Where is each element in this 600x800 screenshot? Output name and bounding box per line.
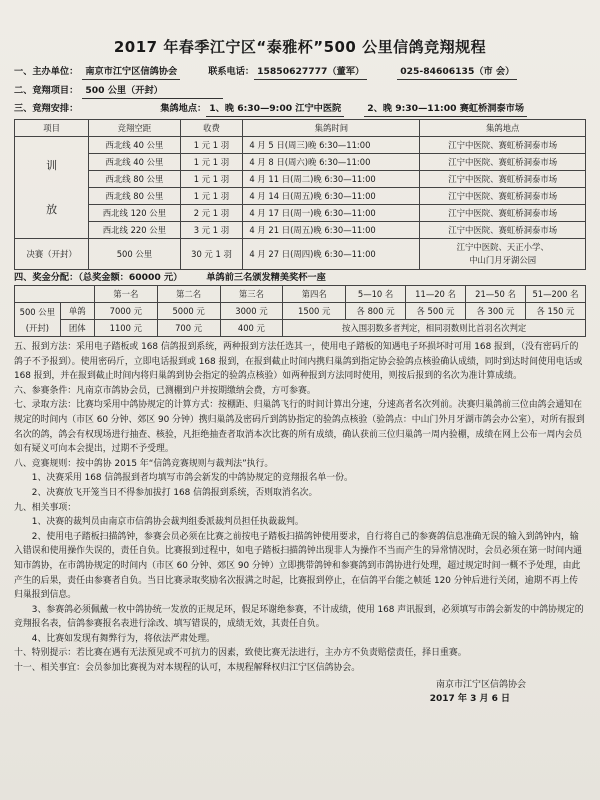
distance-cell: 西北线 80 公里 [89, 171, 180, 188]
award-distance-2: (开封) [25, 322, 49, 333]
header-cell: 集鸽地点 [420, 120, 586, 137]
event-label: 二、竞翔项目： [14, 85, 79, 96]
place-cell: 江宁中医院、赛虹桥洞泰市场 [420, 171, 586, 188]
collection-point-2: 2、晚 9:30—11:00 赛虹桥洞泰市场 [364, 102, 527, 117]
prize-cell: 1100 元 [94, 320, 157, 337]
fee-cell: 3 元 1 羽 [180, 222, 243, 239]
team-note: 按入围羽数多者判定，相同羽数则比首羽名次判定 [283, 320, 586, 337]
training-label-cell [15, 137, 89, 239]
table-row [15, 205, 586, 222]
table-row [15, 171, 586, 188]
time-cell: 4 月 8 日(周六)晚 6:30—11:00 [243, 154, 420, 171]
schedule-header-row [15, 120, 586, 137]
header-cell: 项目 [15, 120, 89, 137]
prize-cell: 5000 元 [157, 303, 220, 320]
place-cell: 江宁中医院、赛虹桥洞泰市场 [420, 154, 586, 171]
schedule-table [14, 119, 586, 270]
header-cell: 11—20 名 [406, 286, 466, 303]
distance-cell: 西北线 220 公里 [89, 222, 180, 239]
rule-item-2: 2、决赛放飞开笼当日不得参加拔打 168 信鸽报到系统，否则取消名次。 [31, 487, 318, 498]
fee-cell: 2 元 1 羽 [180, 205, 243, 222]
award-distance-1: 500 公里 [19, 306, 56, 317]
final-place-1: 江宁中医院、天正小学、 [456, 242, 549, 252]
section-arrangement [14, 102, 586, 117]
section-organizer [14, 65, 586, 80]
award-header-row [15, 286, 586, 303]
table-row [15, 137, 586, 154]
award-team-row [15, 320, 586, 337]
time-cell: 4 月 21 日(周五)晚 6:30—11:00 [243, 222, 420, 239]
single-label: 单鸽 [60, 303, 94, 320]
time-cell: 4 月 27 日(周四)晚 6:30—11:00 [243, 239, 420, 270]
training-label-1: 训 [46, 158, 58, 172]
header-cell: 第二名 [157, 286, 220, 303]
matters-item-3: 3、参赛鸽必须佩戴一枚中鸽协统一发放的正规足环，假足环谢绝参赛，不计成绩，使用 168 声讯报到，必须填写市鸽会新发的中鸽协规定的竞翔报名表，信鸽参赛报名表进行涂改、填写错误的，成绩无效，其责任自负。 [14, 604, 584, 630]
section-event [14, 84, 586, 99]
fee-cell: 1 元 1 羽 [180, 171, 243, 188]
table-row [15, 154, 586, 171]
page-title: 2017 年春季江宁区“泰雅杯”500 公里信鸽竞翔规程 [113, 38, 487, 56]
award-header-blank [15, 286, 95, 303]
arrangement-label: 三、竞翔安排： [14, 103, 79, 114]
prize-cell: 各 150 元 [525, 303, 585, 320]
prize-cell: 3000 元 [220, 303, 283, 320]
header-cell: 51—200 名 [525, 286, 585, 303]
collection-point-label: 集鸽地点： [160, 103, 207, 114]
header-cell: 5—10 名 [346, 286, 406, 303]
fee-cell: 1 元 1 羽 [180, 154, 243, 171]
header-cell: 第四名 [283, 286, 346, 303]
distance-cell: 500 公里 [89, 239, 180, 270]
matters-item-4: 4、比赛如发现有舞弊行为，将依法严肃处理。 [31, 633, 215, 644]
phone-2: 025-84606135（市 会） [397, 65, 517, 80]
award-table [14, 285, 586, 337]
section-scoring: 七、录取方法：比赛均采用中鸽协规定的计算方式：按棚距、归巢鸽飞行的时间计算出分速，分速高者名次列前。决赛归巢鸽前三位由鸽会通知在规定的时间内（市区 60 分钟、郊区 90 分钟）携归巢鸽及密码斤到鸽协指定的验鸽点核验（验鸽点：中山门外月牙湖市鸽会办公室），对所有报到名次的鸽，鸽会有权现场进行抽查、核验，凡拒绝抽查者取消本次比赛的所有成绩，确认获前三位归巢鸽一周内验棚，成绩在网上公布一周内会员如有疑义可向本会提出，过期不予受理。 [14, 400, 585, 455]
prize-cell: 7000 元 [94, 303, 157, 320]
place-cell: 江宁中医院、赛虹桥洞泰市场 [420, 205, 586, 222]
table-row [15, 222, 586, 239]
final-row [15, 239, 586, 270]
distance-cell: 西北线 40 公里 [89, 137, 180, 154]
prize-cell: 各 800 元 [346, 303, 406, 320]
section-special-note: 十、特别提示：若比赛在遇有无法预见或不可抗力的因素，致使比赛无法进行，主办方不负责赔偿责任，择日重赛。 [14, 648, 467, 659]
section-rules: 八、竞赛规则：按中鸽协 2015 年“信鸽竞赛规则与裁判法”执行。 [14, 458, 274, 469]
header-cell: 第一名 [94, 286, 157, 303]
place-cell: 江宁中医院、赛虹桥洞泰市场 [420, 188, 586, 205]
place-cell: 江宁中医院、赛虹桥洞泰市场 [420, 137, 586, 154]
award-distance-cell [15, 303, 61, 337]
distance-cell: 西北线 120 公里 [89, 205, 180, 222]
table-row [15, 188, 586, 205]
time-cell: 4 月 14 日(周五)晚 6:30—11:00 [243, 188, 420, 205]
section-award [14, 271, 586, 285]
award-note: 单鸽前三名颁发精美奖杯一座 [206, 272, 326, 283]
section-report-method: 五、报到方法：采用电子踏板或 168 信鸽报到系统，两种报到方法任选其一，使用电子踏板的知遇电子环损坏时可用 168 报到，（没有密码斤的鸽子不予报到）。使用密码斤，立即电话报到或 168 报到，在报到截止时间内携归巢鸽到指定协会验鸽点核验确认成绩，同时到达时间使用电话或 168 报到，并在报到截止时间内将归巢鸽到协会指定的验鸽点核验）如两种报到方法同时使用，则按后报到的名次为准计算成绩。 [14, 342, 583, 382]
header-cell: 收费 [180, 120, 243, 137]
section-eligibility: 六、参赛条件：凡南京市鸽协会员，已测棚到户并按期缴纳会费，方可参赛。 [14, 385, 316, 396]
prize-cell: 700 元 [157, 320, 220, 337]
time-cell: 4 月 5 日(周三)晚 6:30—11:00 [243, 137, 420, 154]
prize-cell: 各 300 元 [466, 303, 526, 320]
collection-point-1: 1、晚 6:30—9:00 江宁中医院 [206, 102, 344, 117]
header-cell: 第三名 [220, 286, 283, 303]
distance-cell: 西北线 40 公里 [89, 154, 180, 171]
organizer-label: 一、主办单位： [14, 66, 79, 77]
signature-org: 南京市江宁区信鸽协会 [435, 679, 526, 690]
section-matters: 九、相关事项： [14, 502, 77, 513]
time-cell: 4 月 11 日(周二)晚 6:30—11:00 [243, 171, 420, 188]
place-cell: 江宁中医院、赛虹桥洞泰市场 [420, 222, 586, 239]
final-place-cell [420, 239, 586, 270]
matters-item-1: 1、决赛的裁判员由南京市信鸽协会裁判组委派裁判员担任执裁裁判。 [31, 517, 304, 528]
signature-date: 2017 年 3 月 6 日 [429, 693, 510, 704]
training-label-2: 放 [46, 202, 58, 216]
prize-cell: 各 500 元 [406, 303, 466, 320]
fee-cell: 1 元 1 羽 [180, 137, 243, 154]
section-other: 十一、相关事宜：会员参加比赛视为对本规程的认可，本规程解释权归江宁区信鸽协会。 [14, 663, 361, 674]
header-cell: 集鸽时间 [243, 120, 420, 137]
final-place-2: 中山门月牙湖公园 [469, 255, 537, 265]
event-value: 500 公里（开封） [82, 84, 223, 99]
header-cell: 竞翔空距 [89, 120, 180, 137]
final-label-cell: 决赛（开封） [15, 239, 89, 270]
phone-label: 联系电话： [208, 66, 255, 77]
time-cell: 4 月 17 日(周一)晚 6:30—11:00 [243, 205, 420, 222]
prize-cell: 1500 元 [283, 303, 346, 320]
fee-cell: 30 元 1 羽 [180, 239, 243, 270]
phone-1: 15850627777（董军） [254, 65, 367, 80]
distance-cell: 西北线 80 公里 [89, 188, 180, 205]
award-label: 四、奖金分配：（总奖金额：60000 元） [14, 272, 183, 283]
header-cell: 21—50 名 [466, 286, 526, 303]
team-label: 团体 [60, 320, 94, 337]
rule-item-1: 1、决赛采用 168 信鸽报到者均填写市鸽会新发的中鸽协规定的竞翔报名单一份。 [31, 473, 353, 484]
matters-item-2: 2、使用电子踏板扫描鸽钟，参赛会员必须在比赛之前按电子踏板扫描鸽钟使用要求，自行将自己的参赛鸽信息准确无误的输入到鸽钟内，输入错误和使用操作失误的，责任自负。比赛报到过程中，如电子踏板扫描鸽钟出现非人为操作不当而产生的异常情况时，会员必须在第一时间内通知市鸽协，在市鸽协规定的时间内（市区 60 分钟、郊区 90 分钟）立即携带鸽钟和参赛鸽到市鸽协进行处理，超过规定时间一概不予处理，由此产生的后果，责任由参赛者自负。当日比赛录取奖励名次报满之时起，比赛报到停止，在信鸽平台能之帧延 120 分钟后进行关闭，逾期不再上传归巢报到信息。 [14, 531, 582, 601]
fee-cell: 1 元 1 羽 [180, 188, 243, 205]
organizer-name: 南京市江宁区信鸽协会 [82, 65, 180, 80]
prize-cell: 400 元 [220, 320, 283, 337]
award-single-row [15, 303, 586, 320]
